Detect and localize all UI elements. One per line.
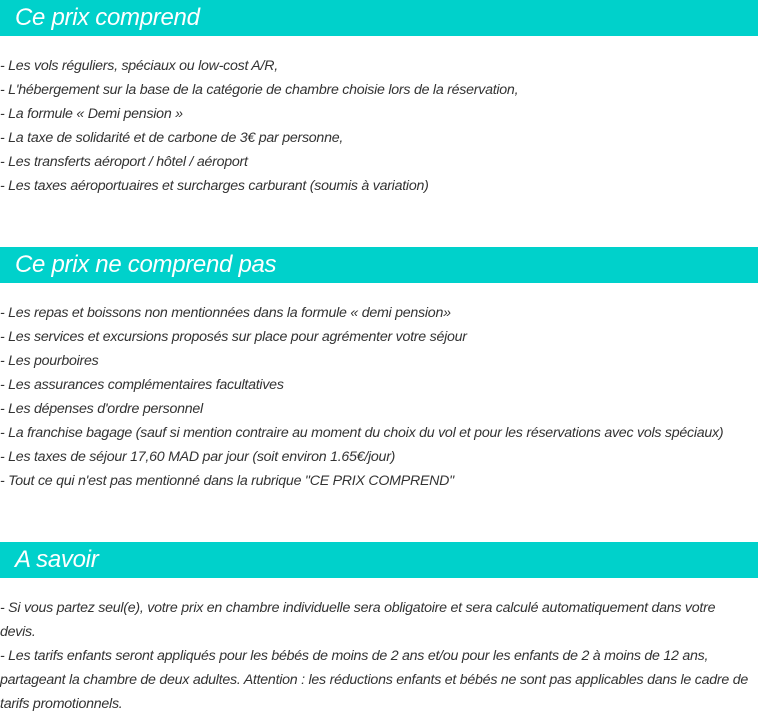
list-item: - Les repas et boissons non mentionnées dans la formule « demi pension»: [0, 305, 451, 321]
section-header-included: [0, 0, 758, 36]
good-to-know-content: [0, 596, 752, 716]
list-item: - La franchise bagage (sauf si mention contraire au moment du choix du vol et pour les réservations avec vols spéciaux): [0, 425, 724, 441]
not-included-list: [0, 301, 758, 493]
list-item: - Les dépenses d'ordre personnel: [0, 401, 203, 417]
list-item: - La taxe de solidarité et de carbone de 3€ par personne,: [0, 130, 344, 146]
list-item: - Les pourboires: [0, 353, 99, 369]
list-item: - Les transferts aéroport / hôtel / aéroport: [0, 154, 248, 170]
info-paragraph: - Si vous partez seul(e), votre prix en chambre individuelle sera obligatoire et sera calculé automatiquement dans votre devis.: [0, 600, 716, 640]
list-item: - Les assurances complémentaires facultatives: [0, 377, 284, 393]
section-title: Ce prix ne comprend pas: [15, 251, 277, 278]
list-item: - L'hébergement sur la base de la catégorie de chambre choisie lors de la réservation,: [0, 82, 519, 98]
list-item: - Les taxes de séjour 17,60 MAD par jour (soit environ 1.65€/jour): [0, 449, 396, 465]
included-list: [0, 54, 758, 198]
list-item: - Les taxes aéroportuaires et surcharges carburant (soumis à variation): [0, 178, 429, 194]
section-header-good-to-know: [0, 542, 758, 578]
info-paragraph: - Les tarifs enfants seront appliqués pour les bébés de moins de 2 ans et/ou pour les enfants de 2 à moins de 12 ans, partageant la chambre de deux adultes. Attention : les réductions enfants et bébés ne sont pas applicables dans le cadre de tarifs promotionnels.: [0, 648, 748, 712]
list-item: - Les vols réguliers, spéciaux ou low-cost A/R,: [0, 58, 278, 74]
section-header-not-included: [0, 247, 758, 283]
list-item: - La formule « Demi pension »: [0, 106, 183, 122]
section-title: Ce prix comprend: [15, 4, 200, 31]
section-title: A savoir: [15, 546, 99, 573]
list-item: - Les services et excursions proposés sur place pour agrémenter votre séjour: [0, 329, 467, 345]
list-item: - Tout ce qui n'est pas mentionné dans la rubrique "CE PRIX COMPREND": [0, 473, 454, 489]
